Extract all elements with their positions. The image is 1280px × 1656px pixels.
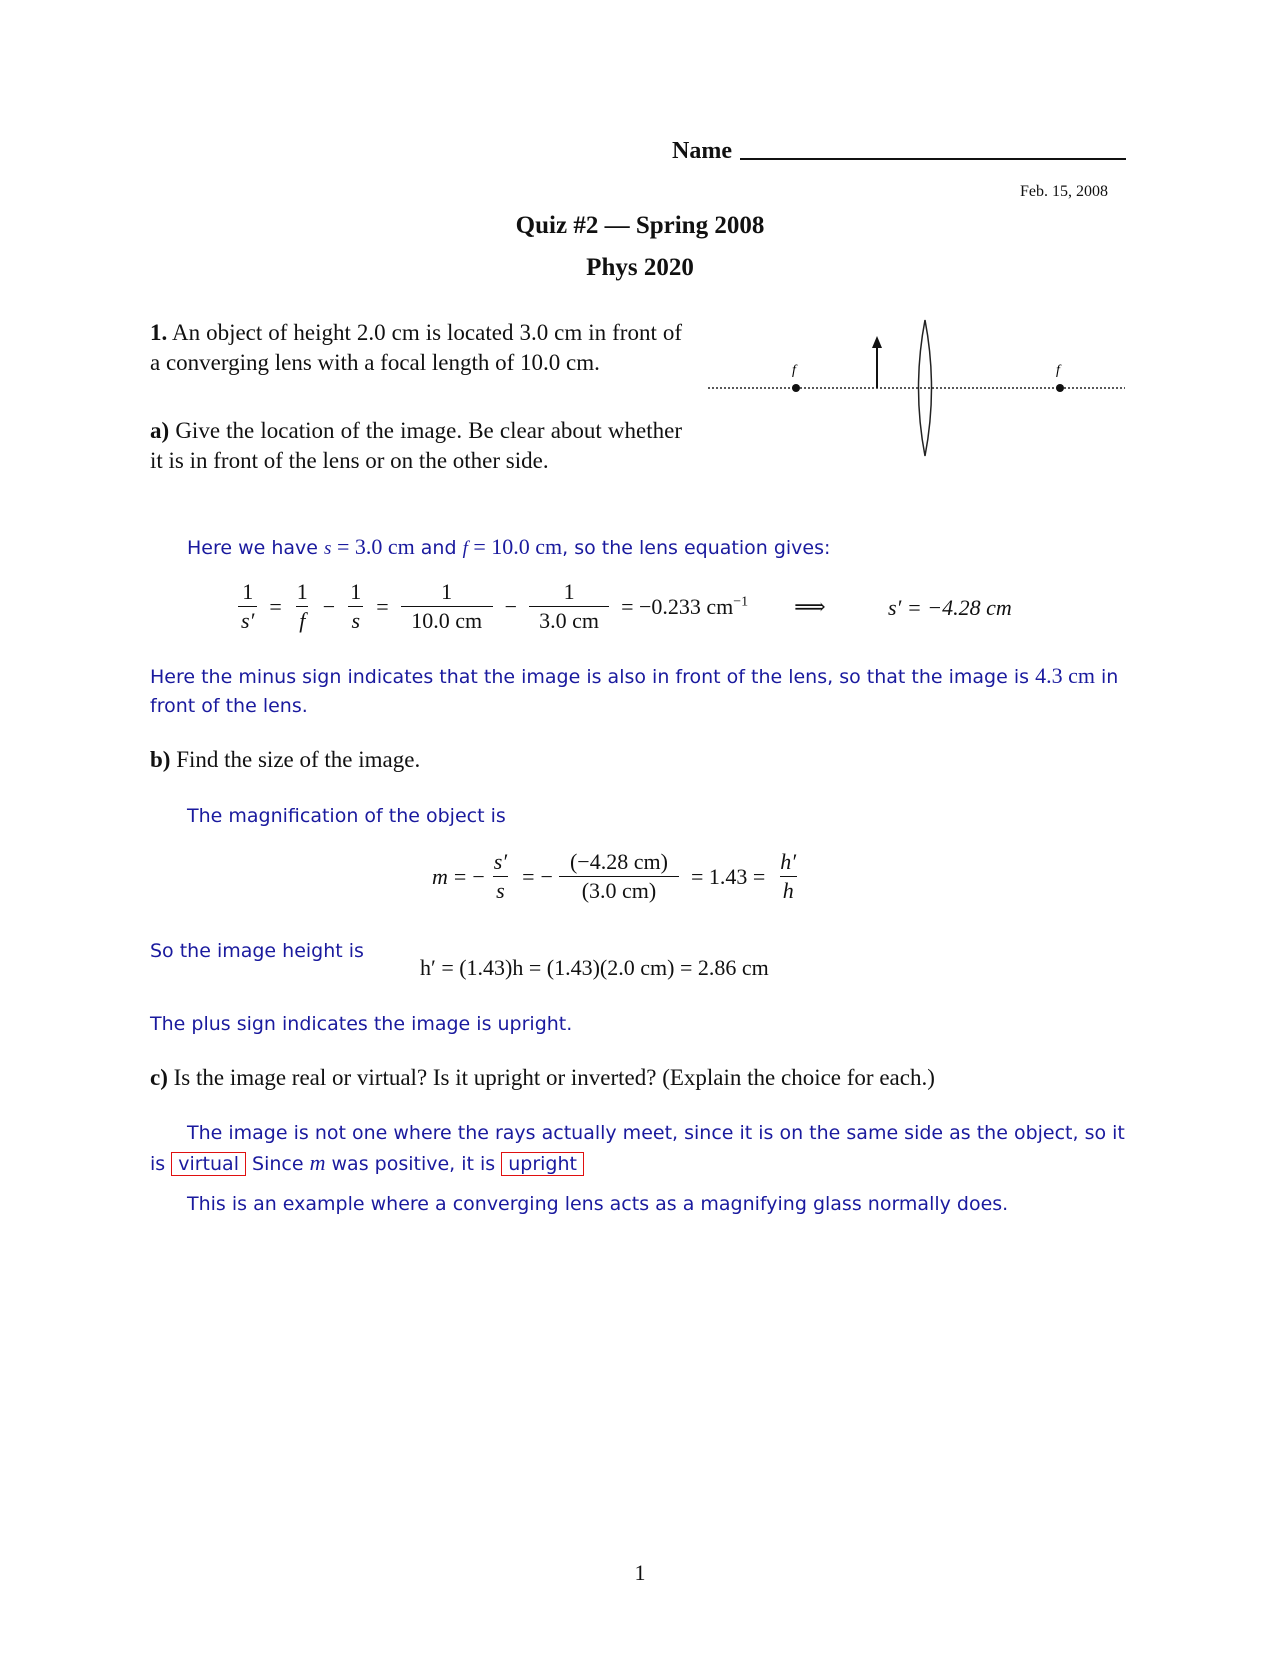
solution-c-note: This is an example where a converging lens acts as a magnifying glass normally does. <box>187 1193 1009 1215</box>
fraction-h-prime-over-h <box>777 848 799 905</box>
lens-equation <box>232 578 826 635</box>
solution-b-sign-note: The plus sign indicates the image is upright. <box>150 1013 573 1035</box>
exponent: −1 <box>733 594 749 610</box>
solution-a-text: , so the lens equation gives: <box>562 537 831 559</box>
equation-value <box>621 594 748 620</box>
quiz-title: Quiz #2 — Spring 2008 <box>515 212 765 239</box>
denominator: h <box>780 876 797 905</box>
var-m: m <box>309 1150 326 1175</box>
solution-b-height-intro: So the image height is <box>150 940 364 962</box>
fraction-1-over-10cm <box>401 578 493 635</box>
explanation-text: was positive, it is <box>325 1153 502 1175</box>
result-text: s′ = −4.28 cm <box>888 595 1012 620</box>
fraction-1-over-s <box>347 578 364 635</box>
numerator: 1 <box>563 579 575 604</box>
solution-a-text: and <box>414 537 463 559</box>
focal-label-right: f <box>1056 363 1060 378</box>
answer-virtual-box: virtual <box>171 1152 246 1176</box>
denominator: s <box>351 608 360 633</box>
var-s: s <box>324 538 332 559</box>
problem-number: 1. <box>150 320 168 345</box>
value-text: = −0.233 cm <box>621 593 734 619</box>
minus-sign: − <box>322 593 336 619</box>
part-c-question <box>150 1065 935 1091</box>
numerator: (−4.28 cm) <box>569 849 668 874</box>
conclusion-text: in front of the lens. <box>150 666 1119 717</box>
numerator: 1 <box>296 579 308 604</box>
minus-sign: − <box>472 863 485 889</box>
focal-point-left <box>792 384 800 392</box>
problem-text: An object of height 2.0 cm is located 3.0 cm in front of a converging lens with a focal length of 10.0 cm. <box>150 320 682 375</box>
conclusion-text: Here the minus sign indicates that the image is also in front of the lens, so that the image is <box>150 666 1036 688</box>
course-title: Phys 2020 <box>586 254 694 281</box>
object-arrow-icon <box>872 336 882 348</box>
minus-sign: − <box>504 593 518 619</box>
magnification-value: = 1.43 = <box>690 863 766 889</box>
image-distance-value: 4.3 cm <box>1035 663 1095 688</box>
part-a-text: Give the location of the image. Be clear about whether it is in front of the lens or on the other side. <box>150 418 683 473</box>
name-label: Name <box>672 138 732 164</box>
equals-sign: = <box>376 593 389 619</box>
lens-diagram <box>700 310 1130 460</box>
solution-c-explanation <box>150 1118 1130 1179</box>
implies-arrow: ⟹ <box>794 593 826 619</box>
denominator: (3.0 cm) <box>559 876 679 905</box>
equals-sign: = <box>269 593 282 619</box>
fraction-numeric <box>559 848 679 905</box>
part-c-label: c) <box>150 1065 168 1090</box>
denominator: f <box>299 608 306 633</box>
part-b-text: Find the size of the image. <box>176 747 421 772</box>
numerator: h′ <box>780 849 797 874</box>
value-s: = 3.0 cm <box>331 534 415 559</box>
numerator: 1 <box>441 579 453 604</box>
part-a-label: a) <box>150 418 170 443</box>
denominator: s <box>493 876 508 905</box>
equals-sign: = <box>453 863 467 889</box>
image-height-equation: h′ = (1.43)h = (1.43)(2.0 cm) = 2.86 cm <box>420 955 769 980</box>
focal-label-left: f <box>792 363 796 378</box>
solution-b-intro: The magnification of the object is <box>187 805 506 827</box>
quiz-date: Feb. 15, 2008 <box>1020 183 1108 200</box>
name-blank-line <box>740 158 1126 160</box>
explanation-text: Since <box>245 1153 310 1175</box>
part-b-label: b) <box>150 747 171 772</box>
explanation-text: The image is not one where the rays actually meet, since it is on the same side as the object, so it is <box>150 1122 1125 1175</box>
magnification-equation <box>432 848 805 905</box>
value-f: = 10.0 cm <box>467 534 563 559</box>
focal-point-right <box>1056 384 1064 392</box>
problem-statement <box>150 318 682 378</box>
fraction-1-over-s-prime <box>238 578 257 635</box>
solution-a-conclusion <box>150 662 1130 721</box>
part-b-question <box>150 747 420 773</box>
solution-a-text: Here we have <box>187 537 325 559</box>
minus-sign: − <box>540 863 553 889</box>
numerator: 1 <box>350 579 362 604</box>
equals-sign: = <box>522 863 535 889</box>
numerator: s′ <box>493 849 508 874</box>
var-f: f <box>462 538 468 559</box>
part-a-question <box>150 416 682 476</box>
page-number: 1 <box>634 1560 646 1585</box>
solution-a-intro <box>187 533 830 563</box>
part-c-text: Is the image real or virtual? Is it upright or inverted? (Explain the choice for each.) <box>173 1065 935 1090</box>
answer-upright-box: upright <box>501 1152 584 1176</box>
fraction-1-over-3cm <box>529 578 609 635</box>
fraction-s-prime-over-s <box>491 848 510 905</box>
numerator: 1 <box>242 579 254 604</box>
denominator: 3.0 cm <box>529 606 609 635</box>
var-m: m <box>432 863 448 889</box>
denominator: 10.0 cm <box>401 606 493 635</box>
fraction-1-over-f <box>294 578 311 635</box>
denominator: s′ <box>241 608 255 633</box>
image-distance-result <box>888 595 1012 621</box>
